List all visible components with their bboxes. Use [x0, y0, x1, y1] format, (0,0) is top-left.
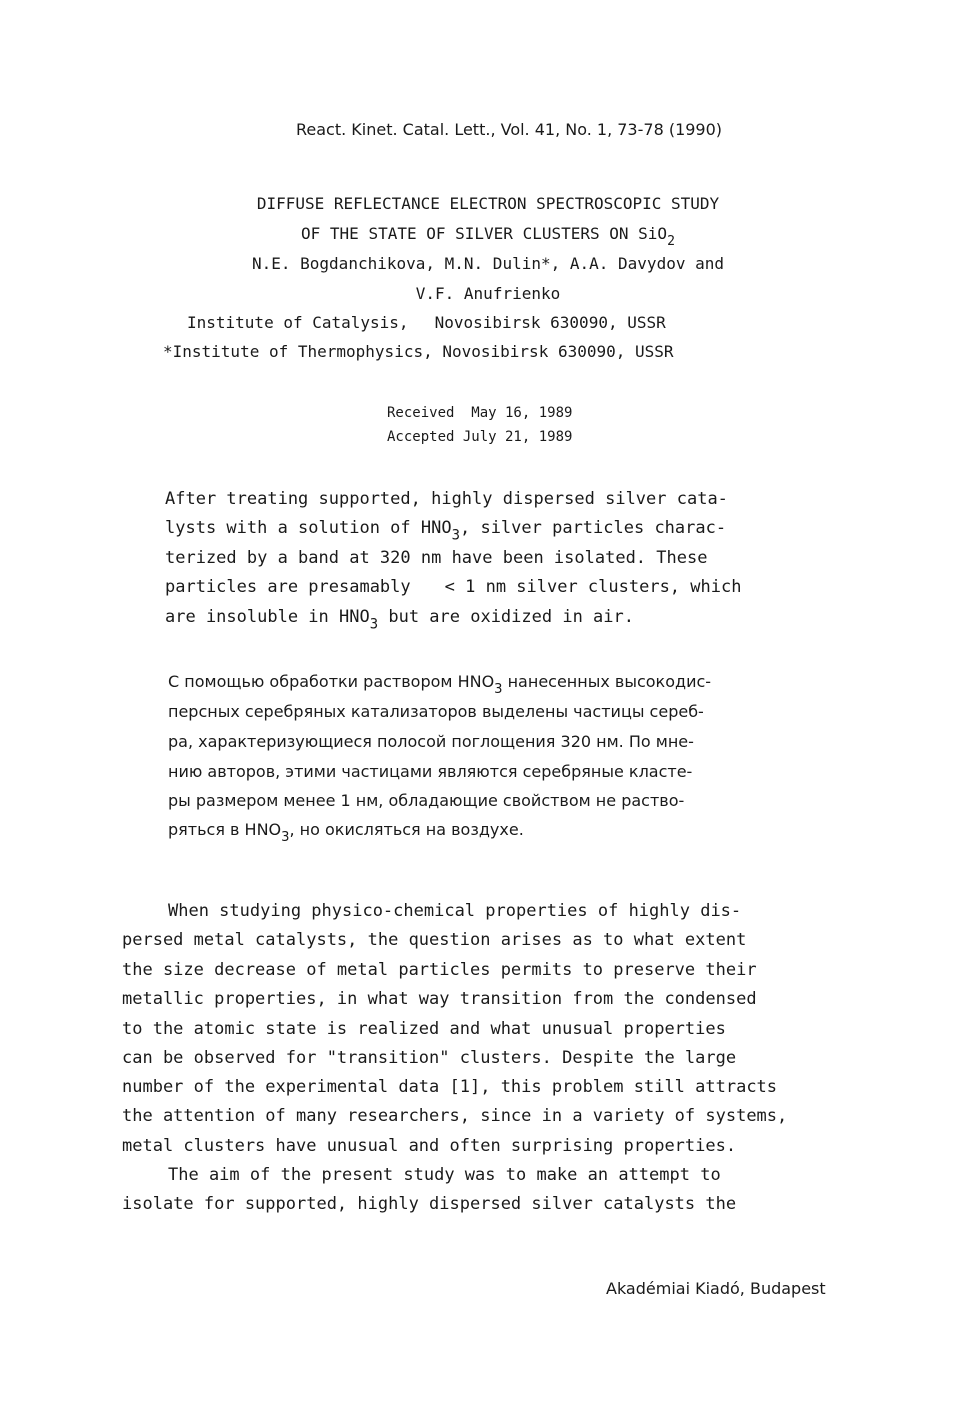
abstract-en-line: After treating supported, highly dispersed silver cata-: [165, 489, 728, 509]
abstract-ru-line: С помощью обработки раствором $HNO_3$ нанесенных высокодис-: [168, 672, 712, 697]
body-line: The aim of the present study was to make an attempt to: [168, 1165, 721, 1185]
body-line: metal clusters have unusual and often surprising properties.: [122, 1136, 737, 1156]
body-line: persed metal catalysts, the question arises as to what extent: [122, 930, 747, 950]
accepted-date: Accepted July 21, 1989: [387, 429, 573, 445]
body-line: the size decrease of metal particles permits to preserve their: [122, 960, 757, 980]
paper-title-line-1: DIFFUSE REFLECTANCE ELECTRON SPECTROSCOPIC STUDY: [256, 194, 720, 213]
abstract-en-line: are insoluble in $HNO_3$ but are oxidized in air.: [165, 607, 634, 633]
affiliation-1: Institute of Catalysis, Novosibirsk 630090, USSR: [187, 313, 666, 332]
body-line: the attention of many researchers, since in a variety of systems,: [122, 1106, 788, 1126]
body-line: isolate for supported, highly dispersed silver catalysts the: [122, 1194, 737, 1214]
authors-line-2: V.F. Anufrienko: [415, 284, 561, 303]
publisher: Akadémiai Kiadó, Budapest: [606, 1279, 826, 1298]
abstract-en-line: lysts with a solution of $HNO_3$, silver particles charac-: [165, 518, 727, 544]
abstract-en-line: particles are presamably < 1 nm silver clusters, which: [165, 577, 742, 597]
abstract-ru-line: ряться в $HNO_3$, но окисляться на воздухе.: [168, 820, 524, 845]
abstract-ru-line: ра, характеризующиеся полосой поглощения 320 нм. По мне-: [168, 732, 694, 751]
body-line: can be observed for "transition" clusters. Despite the large: [122, 1048, 737, 1068]
paper-title-line-2: OF THE STATE OF SILVER CLUSTERS ON SiO$_2$: [301, 224, 675, 249]
abstract-ru-line: ры размером менее 1 нм, обладающие свойством не раство-: [168, 791, 685, 810]
abstract-ru-line: нию авторов, этими частицами являются серебряные класте-: [168, 762, 693, 781]
abstract-ru-line: персных серебряных катализаторов выделены частицы сереб-: [168, 702, 704, 721]
abstract-en-line: terized by a band at 320 nm have been isolated. These: [165, 548, 708, 568]
affiliation-2: *Institute of Thermophysics, Novosibirsk 630090, USSR: [163, 342, 674, 361]
authors-line-1: N.E. Bogdanchikova, M.N. Dulin*, A.A. Davydov and: [251, 254, 724, 273]
journal-citation: React. Kinet. Catal. Lett., Vol. 41, No. 1, 73-78 (1990): [296, 120, 723, 139]
body-line: number of the experimental data [1], this problem still attracts: [122, 1077, 778, 1097]
body-line: metallic properties, in what way transition from the condensed: [122, 989, 757, 1009]
body-line: When studying physico-chemical properties of highly dis-: [168, 901, 742, 921]
received-date: Received May 16, 1989: [387, 405, 573, 421]
body-line: to the atomic state is realized and what unusual properties: [122, 1019, 726, 1039]
